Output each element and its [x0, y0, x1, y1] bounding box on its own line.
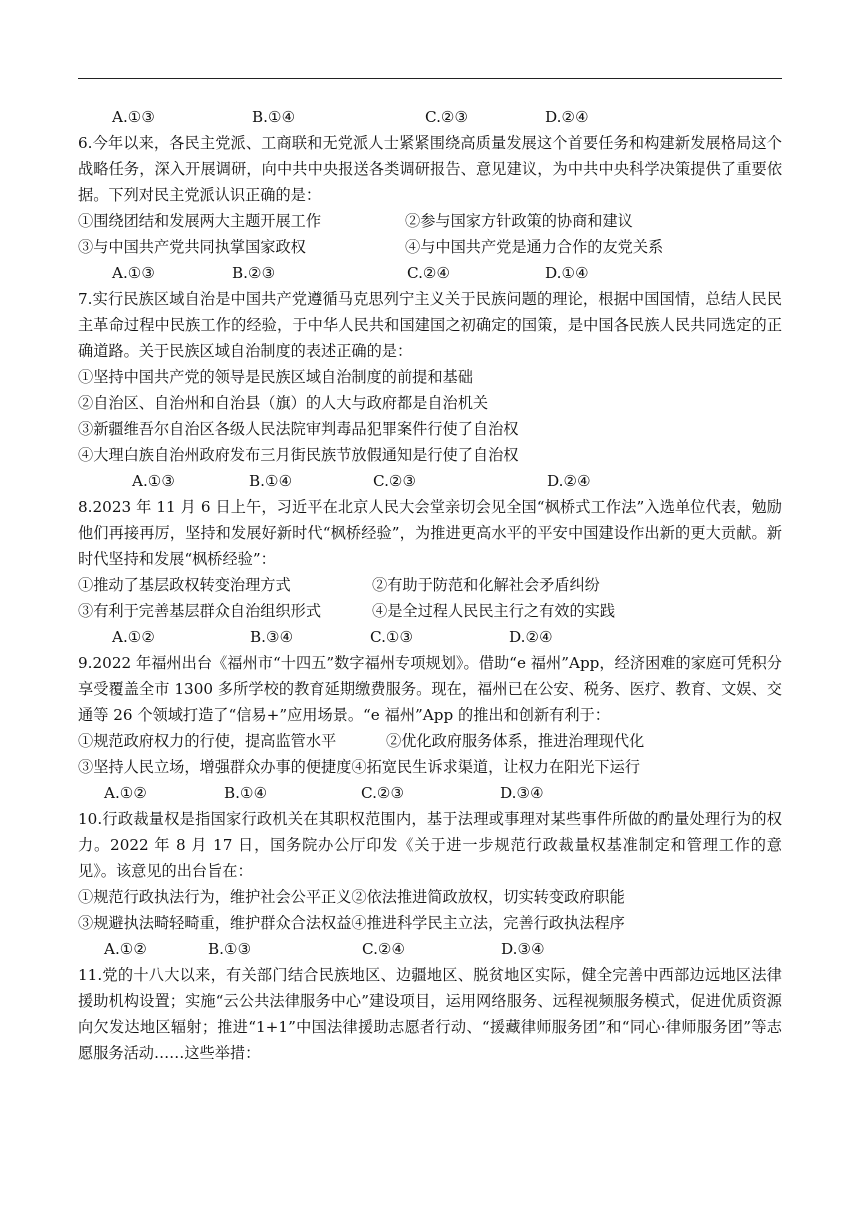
q7-stem: 7.实行民族区域自治是中国共产党遵循马克思列宁主义关于民族问题的理论，根据中国国情，总结人民民主革命过程中民族工作的经验，于中华人民共和国建国之初确定的国策，是中国各民族人民共同选定的正确道路。关于民族区域自治制度的表述正确的是：	[78, 290, 782, 360]
q5-option-a: A.①③	[112, 108, 156, 126]
q10-options	[78, 936, 782, 962]
q8-item-row-2	[78, 598, 782, 624]
q7-item-1: ①坚持中国共产党的领导是民族区域自治制度的前提和基础	[78, 368, 473, 386]
q9-item-row-1	[78, 728, 782, 754]
q8-option-a: A.①②	[112, 628, 156, 646]
q9-option-c: C.②③	[361, 784, 405, 802]
q7-item-3: ③新疆维吾尔自治区各级人民法院审判毒品犯罪案件行使了自治权	[78, 420, 519, 438]
q10-item-row-2	[78, 910, 782, 936]
q6-option-a: A.①③	[112, 264, 156, 282]
q6-item-2: ②参与国家方针政策的协商和建议	[405, 212, 633, 230]
q8-item-3: ③有利于完善基层群众自治组织形式	[78, 602, 321, 620]
q8-stem: 8.2023 年 11 月 6 日上午，习近平在北京人民大会堂亲切会见全国“枫桥式工作法”入选单位代表，勉励他们再接再厉，坚持和发展好新时代“枫桥经验”，为推进更高水平的平安中国建设作出新的更大贡献。新时代坚持和发展“枫桥经验”：	[78, 498, 782, 568]
q8-option-c: C.①③	[370, 628, 414, 646]
q8-item-1: ①推动了基层政权转变治理方式	[78, 576, 291, 594]
q8-item-2: ②有助于防范和化解社会矛盾纠纷	[372, 576, 600, 594]
q9-stem: 9.2022 年福州出台《福州市“十四五”数字福州专项规划》。借助“e 福州”App，经济困难的家庭可凭积分享受覆盖全市 1300 多所学校的教育延期缴费服务。现在，福州已在公安、税务、医疗、教育、文娱、交通等 26 个领域打造了“信易+”应用场景。“e 福州”App 的推出和创新有利于：	[78, 654, 782, 724]
exam-page	[78, 104, 782, 1066]
q9-option-d: D.③④	[500, 784, 544, 802]
q9-item-row-2	[78, 754, 782, 780]
q10-item-1: ①规范行政执法行为，维护社会公平正义	[78, 888, 352, 906]
q6-item-row-2	[78, 234, 782, 260]
q6-item-1: ①围绕团结和发展两大主题开展工作	[78, 212, 321, 230]
q10-stem: 10.行政裁量权是指国家行政机关在其职权范围内，基于法理或事理对某些事件所做的酌量处理行为的权力。2022 年 8 月 17 日，国务院办公厅印发《关于进一步规范行政裁量权基准制定和管理工作的意见》。该意见的出台旨在：	[78, 810, 782, 880]
q8-option-d: D.②④	[509, 628, 553, 646]
q10-option-d: D.③④	[501, 940, 545, 958]
q7-option-b: B.①④	[249, 472, 293, 490]
q6-options	[78, 260, 782, 286]
q9-options	[78, 780, 782, 806]
q10-item-3: ③规避执法畸轻畸重，维护群众合法权益	[78, 914, 352, 932]
q7-option-c: C.②③	[373, 472, 417, 490]
q6-option-b: B.②③	[232, 264, 276, 282]
q8-item-row-1	[78, 572, 782, 598]
q9-item-3: ③坚持人民立场，增强群众办事的便捷度	[78, 758, 352, 776]
q11-stem: 11.党的十八大以来，有关部门结合民族地区、边疆地区、脱贫地区实际，健全完善中西部边远地区法律援助机构设置；实施“云公共法律服务中心”建设项目，运用网络服务、远程视频服务模式，促进优质资源向欠发达地区辐射；推进“1+1”中国法律援助志愿者行动、“援藏律师服务团”和“同心·律师服务团”等志愿服务活动……这些举措：	[78, 966, 782, 1062]
q6-option-d: D.①④	[545, 264, 589, 282]
q9-item-2: ②优化政府服务体系，推进治理现代化	[386, 732, 645, 750]
q10-option-a: A.①②	[104, 940, 148, 958]
q7-option-a: A.①③	[132, 472, 176, 490]
q5-option-c: C.②③	[425, 108, 469, 126]
q6-item-4: ④与中国共产党是通力合作的友党关系	[405, 238, 664, 256]
q7-item-4: ④大理白族自治州政府发布三月街民族节放假通知是行使了自治权	[78, 446, 519, 464]
q10-option-c: C.②④	[362, 940, 406, 958]
q6-stem: 6.今年以来，各民主党派、工商联和无党派人士紧紧围绕高质量发展这个首要任务和构建新发展格局这个战略任务，深入开展调研，向中共中央报送各类调研报告、意见建议，为中共中央科学决策提供了重要依据。下列对民主党派认识正确的是：	[78, 134, 782, 204]
q10-item-row-1	[78, 884, 782, 910]
q10-option-b: B.①③	[208, 940, 252, 958]
q6-item-3: ③与中国共产党共同执掌国家政权	[78, 238, 306, 256]
q5-options	[78, 104, 782, 130]
q8-item-4: ④是全过程人民民主行之有效的实践	[372, 602, 615, 620]
q10-item-4: ④推进科学民主立法，完善行政执法程序	[351, 914, 625, 932]
q9-item-1: ①规范政府权力的行使，提高监管水平	[78, 732, 337, 750]
header-rule	[78, 78, 782, 79]
q6-option-c: C.②④	[407, 264, 451, 282]
q8-options	[78, 624, 782, 650]
q9-option-b: B.①④	[224, 784, 268, 802]
q9-item-4: ④拓宽民生诉求渠道，让权力在阳光下运行	[351, 758, 640, 776]
q10-item-2: ②依法推进简政放权，切实转变政府职能	[351, 888, 625, 906]
q7-item-2: ②自治区、自治州和自治县（旗）的人大与政府都是自治机关	[78, 394, 489, 412]
q7-options	[78, 468, 782, 494]
q8-option-b: B.③④	[250, 628, 294, 646]
q5-option-d: D.②④	[545, 108, 589, 126]
q7-option-d: D.②④	[547, 472, 591, 490]
q5-option-b: B.①④	[252, 108, 296, 126]
q9-option-a: A.①②	[104, 784, 148, 802]
q6-item-row-1	[78, 208, 782, 234]
